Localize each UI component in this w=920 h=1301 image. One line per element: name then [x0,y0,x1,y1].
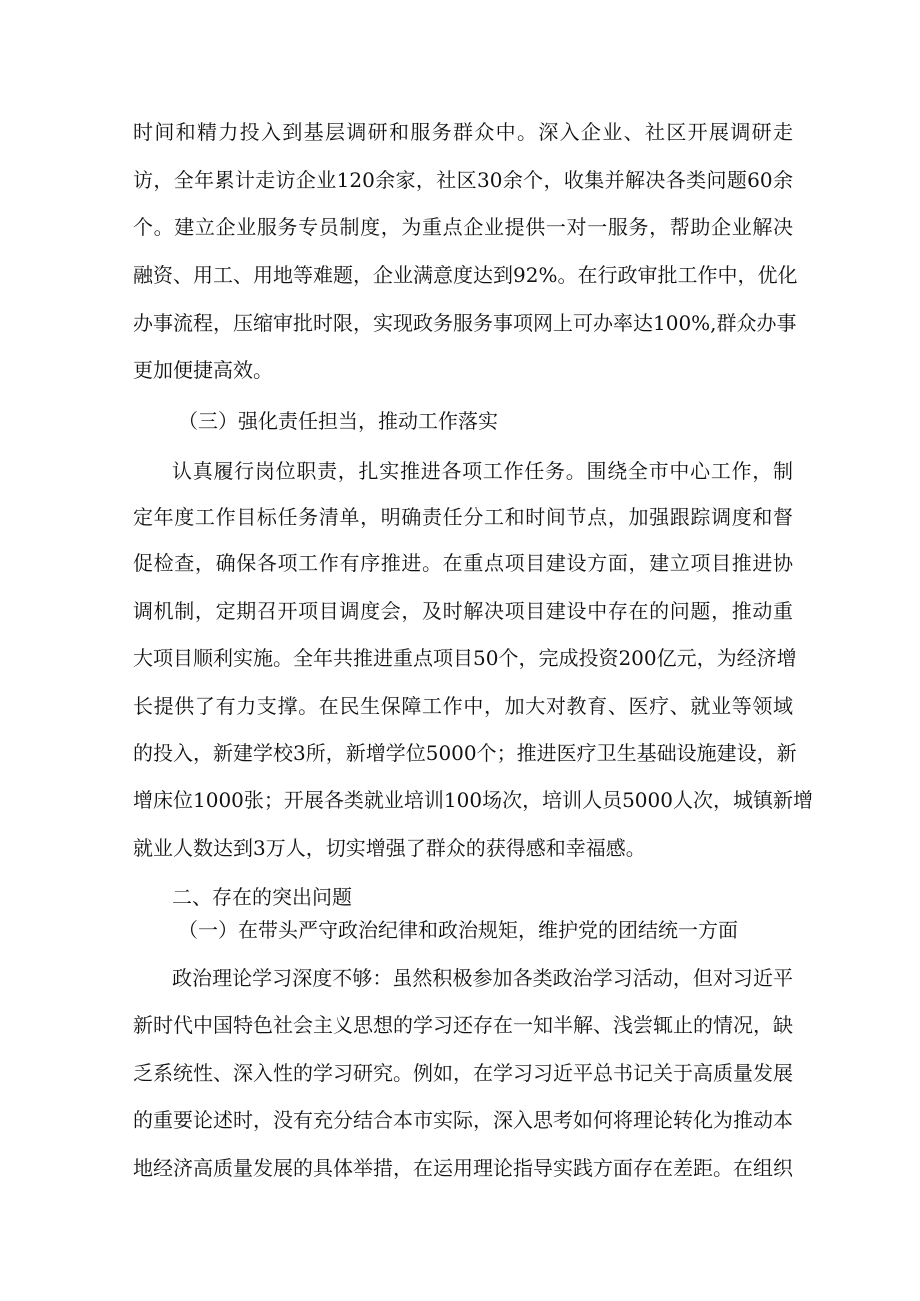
paragraph-1-line-3: 个。建立企业服务专员制度，为重点企业提供一对一服务，帮助企业解决 [133,215,793,239]
paragraph-1-line-4: 融资、用工、用地等难题，企业满意度达到92%。在行政审批工作中，优化 [133,263,798,287]
paragraph-2-line-4: 调机制，定期召开项目调度会，及时解决项目建设中存在的问题，推动重 [133,599,793,623]
paragraph-2-line-8: 增床位1000张；开展各类就业培训100场次，培训人员5000人次，城镇新增 [133,788,813,812]
paragraph-2-line-1: 认真履行岗位职责，扎实推进各项工作任务。围绕全市中心工作，制 [172,459,793,483]
section-3-heading: （三）强化责任担当，推动工作落实 [178,409,498,433]
paragraph-1-line-1: 时间和精力投入到基层调研和服务群众中。深入企业、社区开展调研走 [133,120,793,144]
paragraph-1-line-5: 办事流程，压缩审批时限，实现政务服务事项网上可办率达100%,群众办事 [133,311,797,335]
paragraph-2-line-9: 就业人数达到3万人，切实增强了群众的获得感和幸福感。 [133,836,646,860]
paragraph-3-line-4: 的重要论述时，没有充分结合本市实际，深入思考如何将理论转化为推动本 [133,1108,793,1132]
subsection-1-heading: （一）在带头严守政治纪律和政治规矩，维护党的团结统一方面 [178,918,738,942]
paragraph-2-line-2: 定年度工作目标任务清单，明确责任分工和时间节点，加强跟踪调度和督 [133,505,793,529]
paragraph-2-line-5: 大项目顺利实施。全年共推进重点项目50个，完成投资200亿元，为经济增 [133,646,797,670]
paragraph-2-line-7: 的投入，新建学校3所，新增学位5000个；推进医疗卫生基础设施建设，新 [133,741,797,765]
paragraph-1-line-6: 更加便捷高效。 [133,358,273,382]
paragraph-2-line-3: 促检查，确保各项工作有序推进。在重点项目建设方面，建立项目推进协 [133,551,793,575]
paragraph-3-line-1: 政治理论学习深度不够：虽然积极参加各类政治学习活动，但对习近平 [172,966,793,990]
section-two-heading: 二、存在的突出问题 [172,885,352,909]
paragraph-3-line-3: 乏系统性、深入性的学习研究。例如，在学习习近平总书记关于高质量发展 [133,1061,793,1085]
paragraph-2-line-6: 长提供了有力支撑。在民生保障工作中，加大对教育、医疗、就业等领域 [133,694,793,718]
paragraph-1-line-2: 访，全年累计走访企业120余家，社区30余个，收集并解决各类问题60余 [133,168,793,192]
paragraph-3-line-2: 新时代中国特色社会主义思想的学习还存在一知半解、浅尝辄止的情况，缺 [133,1013,793,1037]
paragraph-3-line-5: 地经济高质量发展的具体举措，在运用理论指导实践方面存在差距。在组织 [133,1156,793,1180]
